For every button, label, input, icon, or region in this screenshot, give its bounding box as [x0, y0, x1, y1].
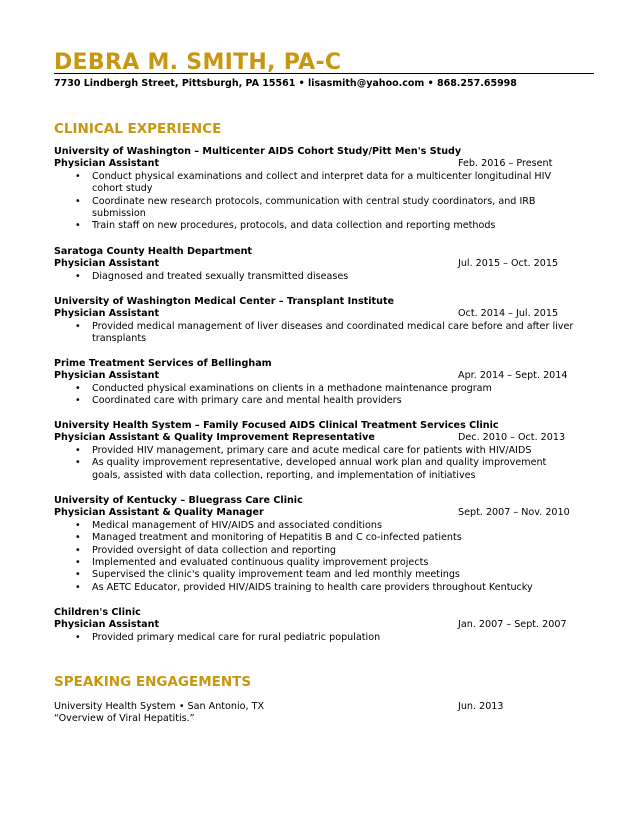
job-dates: Oct. 2014 – Jul. 2015 — [458, 308, 559, 320]
job-organization: University of Kentucky – Bluegrass Care Clinic — [54, 495, 303, 506]
job-title: Physician Assistant — [54, 370, 160, 382]
candidate-name: DEBRA M. SMITH, PA-C — [54, 50, 342, 75]
job-entry — [54, 246, 574, 283]
job-bullet: • Provided oversight of data collection and reporting — [54, 545, 574, 557]
job-title: Physician Assistant — [54, 158, 160, 170]
job-organization: Prime Treatment Services of Bellingham — [54, 358, 272, 369]
job-bullets — [54, 520, 574, 594]
job-entry — [54, 296, 574, 346]
job-bullets — [54, 632, 574, 644]
job-title: Physician Assistant — [54, 308, 160, 320]
job-bullet: • As quality improvement representative, developed annual work plan and quality improvement goals, assisted with data collection, reporting, and implementation of initiatives — [54, 457, 574, 482]
job-bullet: • Supervised the clinic's quality improvement team and led monthly meetings — [54, 569, 574, 581]
job-dates: Apr. 2014 – Sept. 2014 — [458, 370, 568, 382]
job-title: Physician Assistant & Quality Manager — [54, 507, 264, 519]
job-bullets — [54, 321, 574, 346]
job-bullet: • Managed treatment and monitoring of Hepatitis B and C co-infected patients — [54, 532, 574, 544]
job-bullet: • As AETC Educator, provided HIV/AIDS training to health care providers throughout Kentucky — [54, 582, 574, 594]
job-bullet: • Conduct physical examinations and collect and interpret data for a multicenter longitudinal HIV cohort study — [54, 171, 574, 196]
job-bullet: • Medical management of HIV/AIDS and associated conditions — [54, 520, 574, 532]
speaking-dates: Jun. 2013 — [458, 701, 504, 712]
clinical-experience-heading: CLINICAL EXPERIENCE — [54, 121, 222, 137]
job-dates: Dec. 2010 – Oct. 2013 — [458, 432, 566, 444]
job-entry — [54, 607, 574, 644]
job-organization: University of Washington Medical Center – Transplant Institute — [54, 296, 395, 307]
job-bullet: • Diagnosed and treated sexually transmitted diseases — [54, 271, 574, 283]
job-entry — [54, 358, 574, 408]
job-bullet: • Train staff on new procedures, protocols, and data collection and reporting methods — [54, 220, 574, 232]
speaking-venue: University Health System • San Antonio, TX — [54, 701, 265, 712]
job-bullet: • Implemented and evaluated continuous quality improvement projects — [54, 557, 574, 569]
job-bullets — [54, 271, 574, 283]
job-organization: University of Washington – Multicenter AIDS Cohort Study/Pitt Men's Study — [54, 146, 462, 157]
job-bullet: • Coordinate new research protocols, communication with central study coordinators, and IRB submission — [54, 196, 574, 221]
job-entry — [54, 146, 574, 233]
job-bullets — [54, 171, 574, 233]
job-title: Physician Assistant — [54, 619, 160, 631]
job-dates: Jul. 2015 – Oct. 2015 — [458, 258, 559, 270]
job-title: Physician Assistant — [54, 258, 160, 270]
speaking-talk-title: “Overview of Viral Hepatitis.” — [54, 713, 195, 725]
job-dates: Sept. 2007 – Nov. 2010 — [458, 507, 570, 519]
speaking-engagements-heading: SPEAKING ENGAGEMENTS — [54, 674, 252, 690]
contact-line: 7730 Lindbergh Street, Pittsburgh, PA 15561 • lisasmith@yahoo.com • 868.257.65998 — [54, 78, 517, 89]
job-bullets — [54, 383, 574, 408]
job-entry — [54, 420, 574, 482]
job-title: Physician Assistant & Quality Improvement Representative — [54, 432, 375, 444]
header-divider — [54, 73, 594, 74]
job-bullet: • Coordinated care with primary care and mental health providers — [54, 395, 574, 407]
job-organization: Saratoga County Health Department — [54, 246, 253, 257]
job-organization: Children's Clinic — [54, 607, 141, 618]
job-organization: University Health System – Family Focused AIDS Clinical Treatment Services Clinic — [54, 420, 499, 431]
job-dates: Feb. 2016 – Present — [458, 158, 553, 170]
speaking-entry — [54, 701, 574, 726]
job-bullet: • Provided HIV management, primary care and acute medical care for patients with HIV/AIDS — [54, 445, 574, 457]
job-bullet: • Provided medical management of liver diseases and coordinated medical care before and after liver transplants — [54, 321, 574, 346]
job-bullets — [54, 445, 574, 482]
job-dates: Jan. 2007 – Sept. 2007 — [458, 619, 567, 631]
job-bullet: • Provided primary medical care for rural pediatric population — [54, 632, 574, 644]
job-bullet: • Conducted physical examinations on clients in a methadone maintenance program — [54, 383, 574, 395]
job-entry — [54, 495, 574, 594]
